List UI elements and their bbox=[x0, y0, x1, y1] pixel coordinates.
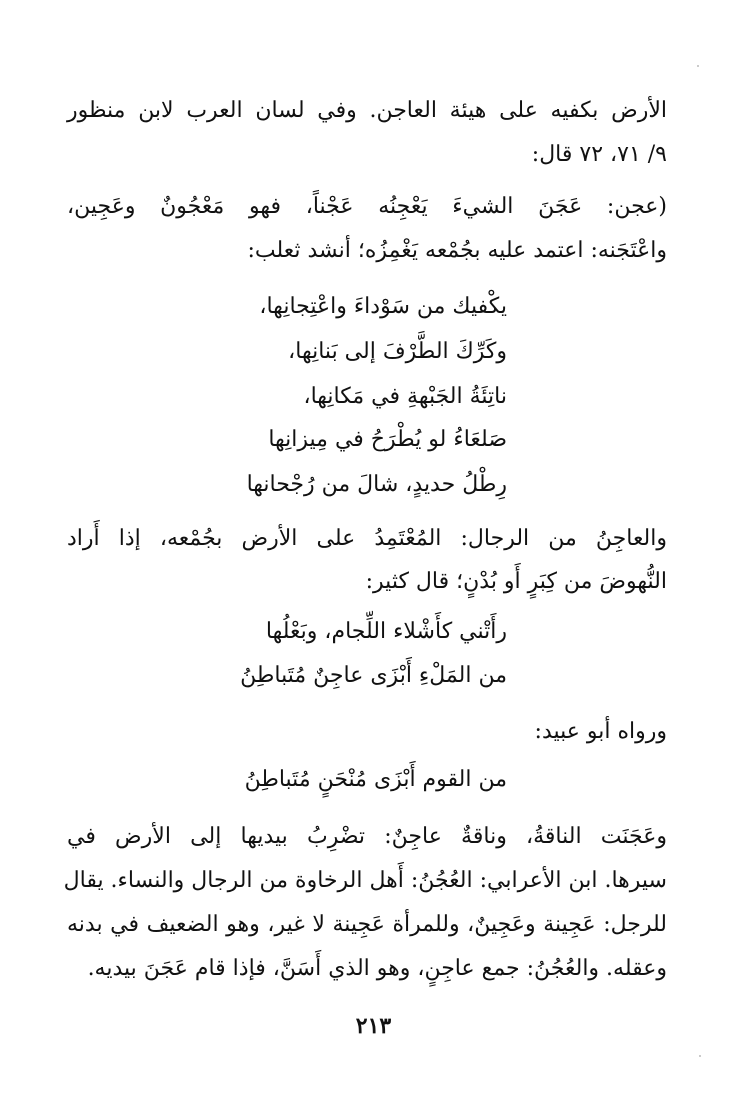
verse-line: من القوم أَبْزَى مُنْحَنٍ مُتَباطِنُ bbox=[244, 767, 507, 792]
text-line: واعْتَجَنه: اعتمد عليه بجُمْعه يَغْمِزُه؛ أنشد ثعلب: bbox=[247, 238, 667, 263]
text-line: ورواه أبو عبيد: bbox=[534, 719, 667, 744]
verse-line: ناتِئَةُ الجَبْهةِ في مَكانِها، bbox=[303, 384, 507, 409]
text-line: للرجل: عَجِينة وعَجِينٌ، وللمرأة عَجِينة لا غير، وهو الضعيف في بدنه bbox=[67, 912, 667, 937]
verse-line: صَلعَاءُ لو يُطْرَحُ في مِيزانِها bbox=[268, 427, 507, 452]
verse-line: رأَتْني كأَشْلاء اللِّجام، وبَعْلُها bbox=[265, 619, 507, 644]
verse-line: وكَرِّكَ الطَّرْفَ إلى بَنانِها، bbox=[288, 339, 507, 364]
text-line: سيرها. ابن الأعرابي: العُجُنُ: أَهل الرخاوة من الرجال والنساء. يقال bbox=[63, 868, 667, 893]
text-line: الأرض بكفيه على هيئة العاجن. وفي لسان العرب لابن منظور bbox=[67, 98, 667, 123]
page-number: ٢١٣ bbox=[355, 1013, 392, 1039]
text-line: وعَجَنَت الناقةُ، وناقةٌ عاجِنٌ: تضْرِبُ بيديها إلى الأرض في bbox=[67, 824, 667, 849]
text-line: والعاجِنُ من الرجال: المُعْتَمِدُ على الأرض بجُمْعه، إذا أَراد bbox=[67, 526, 667, 551]
text-line: وعقله. والعُجُنُ: جمع عاجِنٍ، وهو الذي أَسَنَّ، فإذا قام عَجَنَ بيديه. bbox=[87, 956, 667, 981]
verse-line: رِطْلُ حديدٍ، شالَ من رُجْحانها bbox=[246, 472, 507, 497]
verse-line: من المَلْءِ أَبْزَى عاجِنٌ مُتَباطِنُ bbox=[240, 663, 507, 688]
scan-speck bbox=[697, 65, 699, 67]
scan-speck bbox=[699, 1055, 701, 1057]
text-line: النُّهوضَ من كِبَرٍ أَو بُدْنٍ؛ قال كثير: bbox=[365, 569, 667, 594]
text-line: ٩/ ٧١، ٧٢ قال: bbox=[531, 142, 667, 167]
verse-line: يكْفيك من سَوْداءَ واعْتِجانِها، bbox=[259, 294, 507, 319]
text-line: (عجن: عَجَنَ الشيءَ يَعْجِنُه عَجْناً، فهو مَعْجُونٌ وعَجِين، bbox=[67, 194, 667, 219]
